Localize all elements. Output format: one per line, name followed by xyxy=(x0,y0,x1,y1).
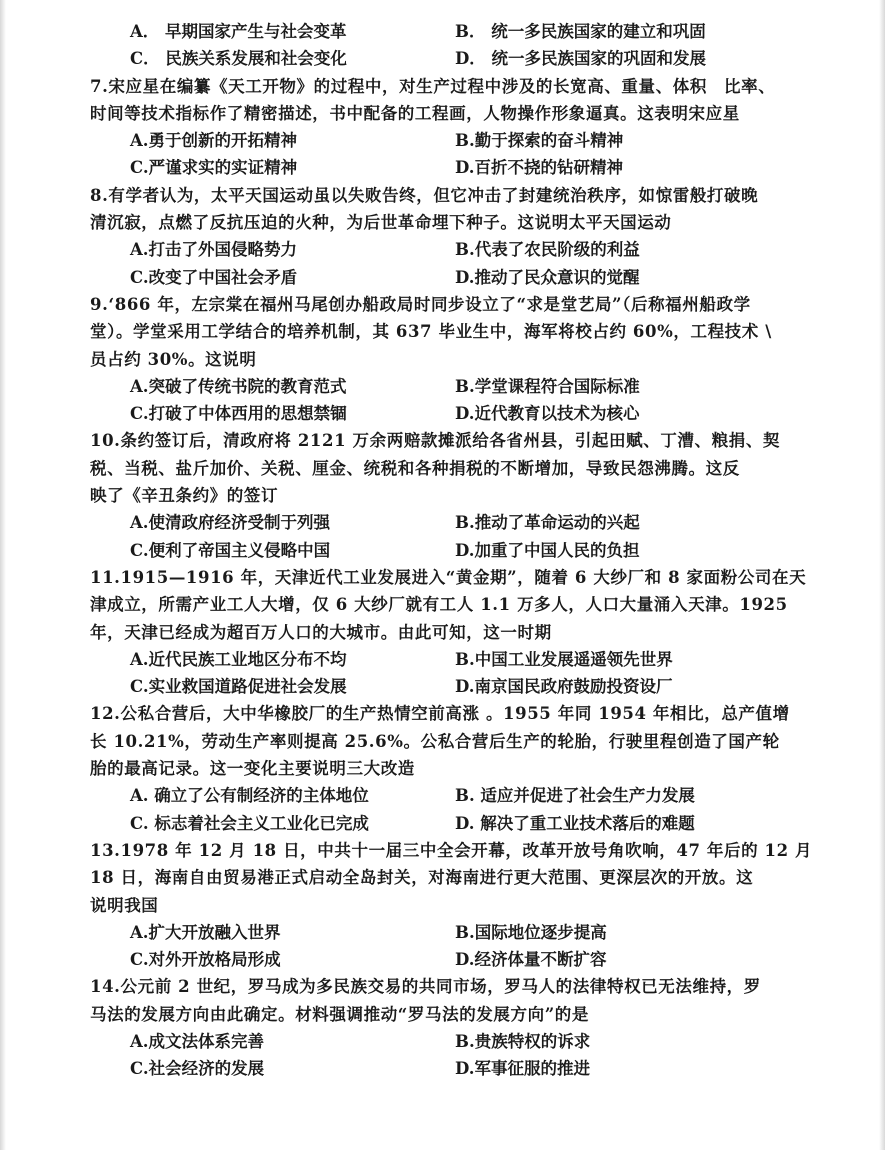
option-right: B.中国工业发展遥遥领先世界 xyxy=(455,649,673,669)
question-text-line: 14.公元前 2 世纪，罗马成为多民族交易的共同市场，罗马人的法律特权已无法维持，罗 xyxy=(90,977,761,997)
option-right: D. 解决了重工业技术落后的难题 xyxy=(455,813,695,833)
question-text-line: 年，天津已经成为超百万人口的大城市。由此可知，这一时期 xyxy=(90,622,552,642)
question-text-line: 11.1915—1916 年，天津近代工业发展进入“黄金期”，随着 6 大纱厂和 8 家面粉公司在天 xyxy=(90,567,807,587)
option-left: A.扩大开放融入世界 xyxy=(130,922,281,942)
option-row xyxy=(90,154,880,181)
question-text-line: 胎的最高记录。这一变化主要说明三大改造 xyxy=(90,759,415,779)
option-left: C.严谨求实的实证精神 xyxy=(130,158,298,178)
option-left: C.社会经济的发展 xyxy=(130,1059,265,1079)
question-text-line: 税、当税、盐斤加价、关税、厘金、统税和各种捐税的不断增加，导致民怨沸腾。这反 xyxy=(90,458,740,478)
question-text-line: 说明我国 xyxy=(90,895,159,915)
question-text-line: 9.‘866 年，左宗棠在福州马尾创办船政局时同步设立了“求是堂艺局”（后称福州船政学 xyxy=(90,294,751,314)
option-left: A.使清政府经济受制于列强 xyxy=(130,513,331,533)
question-text-line: 清沉寂，点燃了反抗压迫的火种，为后世革命埋下种子。这说明太平天国运动 xyxy=(90,213,672,233)
option-row xyxy=(90,919,880,946)
question-text-line: 13.1978 年 12 月 18 日，中共十一届三中全会开幕，改革开放号角吹响，47 年后的 12 月 xyxy=(90,840,813,860)
option-left: A． 早期国家产生与社会变革 xyxy=(130,22,347,41)
option-row xyxy=(90,1055,880,1082)
option-row xyxy=(90,1028,880,1055)
question-text-line: 员占约 30%。这说明 xyxy=(90,349,257,369)
option-row xyxy=(90,946,880,973)
option-left: A.成文法体系完善 xyxy=(130,1031,265,1051)
option-row xyxy=(90,400,880,427)
option-right: D.近代教育以技术为核心 xyxy=(455,404,640,424)
option-row xyxy=(90,264,880,291)
option-right: B.贵族特权的诉求 xyxy=(455,1031,591,1051)
option-right: D.军事征服的推进 xyxy=(455,1059,590,1079)
option-row xyxy=(90,537,880,564)
option-row xyxy=(90,673,880,700)
option-left: A. 确立了公有制经济的主体地位 xyxy=(130,786,369,806)
option-left: C. 标志着社会主义工业化已完成 xyxy=(130,813,369,833)
option-right: B． 统一多民族国家的建立和巩固 xyxy=(455,22,706,41)
page-edge-left xyxy=(0,0,6,1150)
question-text-line: 12.公私合营后，大中华橡胶厂的生产热情空前高涨 。1955 年同 1954 年相比，总产值增 xyxy=(90,704,790,724)
question-text-line: 8.有学者认为，太平天国运动虽以失败告终，但它冲击了封建统治秩序，如惊雷般打破晚 xyxy=(90,185,759,205)
option-left: C.实业救国道路促进社会发展 xyxy=(130,677,347,697)
question-text-line: 10.条约签订后，清政府将 2121 万余两赔款摊派给各省州县，引起田赋、丁漕、粮捐、契 xyxy=(90,431,781,451)
option-right: B.推动了革命运动的兴起 xyxy=(455,513,640,533)
option-row xyxy=(90,45,880,72)
option-row xyxy=(90,646,880,673)
option-row xyxy=(90,127,880,154)
option-right: D.百折不挠的钻研精神 xyxy=(455,158,623,178)
option-left: A.勇于创新的开拓精神 xyxy=(130,131,298,151)
question-text-line: 18 日，海南自由贸易港正式启动全岛封关，对海南进行更大范围、更深层次的开放。这 xyxy=(90,868,754,888)
option-left: C.对外开放格局形成 xyxy=(130,950,281,970)
option-row xyxy=(90,509,880,536)
option-row xyxy=(90,373,880,400)
option-right: B.国际地位逐步提高 xyxy=(455,922,607,942)
question-text-line: 映了《辛丑条约》的签订 xyxy=(90,486,279,506)
option-right: D.加重了中国人民的负担 xyxy=(455,540,640,560)
question-text-line: 津成立，所需产业工人大增，仅 6 大纱厂就有工人 1.1 万多人，人口大量涌入天津。1925 xyxy=(90,595,788,615)
option-left: C.改变了中国社会矛盾 xyxy=(130,267,298,287)
question-text-line: 长 10.21%，劳动生产率则提高 25.6%。公私合营后生产的轮胎，行驶里程创造了国产轮 xyxy=(90,731,780,751)
option-right: B.学堂课程符合国际标准 xyxy=(455,376,640,396)
option-left: C.便利了帝国主义侵略中国 xyxy=(130,540,331,560)
option-right: D． 统一多民族国家的巩固和发展 xyxy=(455,49,707,69)
option-left: C.打破了中体西用的思想禁锢 xyxy=(130,404,347,424)
option-left: A.突破了传统书院的教育范式 xyxy=(130,376,347,396)
option-right: D.南京国民政府鼓励投资设厂 xyxy=(455,677,673,697)
option-left: C． 民族关系发展和社会变化 xyxy=(130,49,347,69)
option-left: A.近代民族工业地区分布不均 xyxy=(130,649,347,669)
option-right: D.经济体量不断扩容 xyxy=(455,950,607,970)
question-text-line: 7.宋应星在编纂《天工开物》的过程中，对生产过程中涉及的长宽高、重量、体积 比率、 xyxy=(90,76,776,96)
question-text-line: 堂）。学堂采用工学结合的培养机制，其 637 毕业生中，海军将校占约 60%，工程技术 \ xyxy=(90,322,772,342)
option-left: A.打击了外国侵略势力 xyxy=(130,240,298,260)
option-right: B.代表了农民阶级的利益 xyxy=(455,240,640,260)
option-row xyxy=(90,810,880,837)
exam-content xyxy=(90,18,880,1083)
question-text-line: 时间等技术指标作了精密描述，书中配备的工程画，人物操作形象逼真。这表明宋应星 xyxy=(90,103,740,123)
option-row xyxy=(90,236,880,263)
option-row xyxy=(90,18,880,45)
option-right: B.勤于探索的奋斗精神 xyxy=(455,131,624,151)
option-right: B. 适应并促进了社会生产力发展 xyxy=(455,786,695,806)
option-row xyxy=(90,782,880,809)
option-right: D.推动了民众意识的觉醒 xyxy=(455,267,640,287)
question-text-line: 马法的发展方向由此确定。材料强调推动“罗马法的发展方向”的是 xyxy=(90,1004,589,1024)
